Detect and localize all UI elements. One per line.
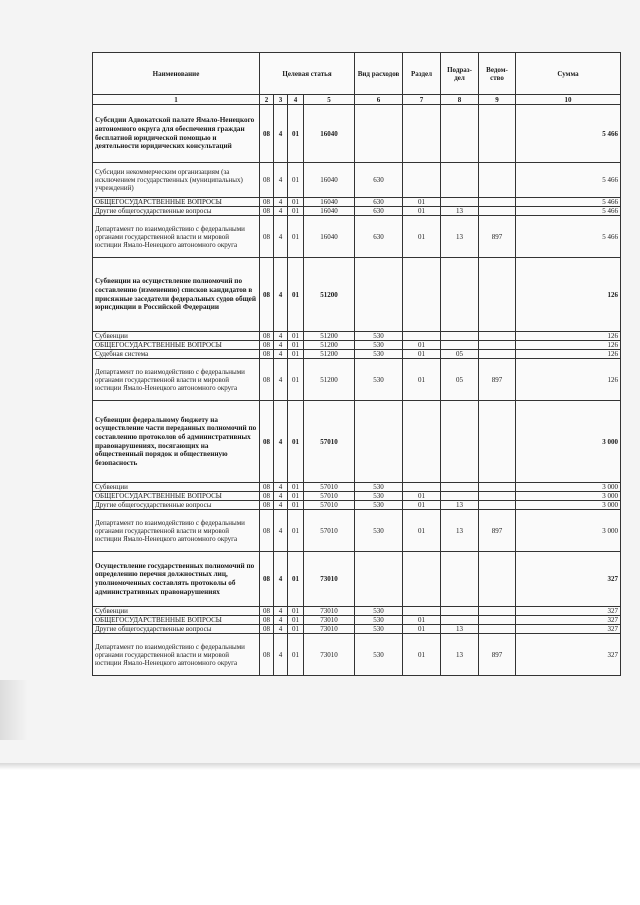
- cell-article-direction: 01: [288, 401, 304, 483]
- cell-name: ОБЩЕГОСУДАРСТВЕННЫЕ ВОПРОСЫ: [93, 198, 260, 207]
- cell-department: 897: [479, 634, 516, 676]
- cell-name: Субсидии Адвокатской палате Ямало-Ненецкого автономного округа для обеспечения граждан бесплатной юридической помощью и деятельности юридических консультаций: [93, 105, 260, 163]
- cell-expense-type: 530: [355, 625, 403, 634]
- cell-section: [403, 552, 441, 607]
- cell-section: 01: [403, 216, 441, 258]
- cell-article-program: 08: [260, 625, 274, 634]
- cell-subsection: [441, 552, 479, 607]
- cell-department: [479, 350, 516, 359]
- cell-section: 01: [403, 198, 441, 207]
- cell-article-direction: 01: [288, 350, 304, 359]
- cell-subsection: 13: [441, 510, 479, 552]
- cell-article-subprogram: 4: [274, 492, 288, 501]
- cell-expense-type: 530: [355, 483, 403, 492]
- cell-article-program: 08: [260, 607, 274, 616]
- cell-article-direction: 01: [288, 105, 304, 163]
- cell-article-program: 08: [260, 616, 274, 625]
- cell-expense-type: 530: [355, 501, 403, 510]
- cell-section: 01: [403, 625, 441, 634]
- cell-article-code: 51200: [304, 341, 355, 350]
- cell-article-code: 16040: [304, 105, 355, 163]
- cell-article-program: 08: [260, 341, 274, 350]
- cell-department: [479, 607, 516, 616]
- cell-expense-type: 630: [355, 198, 403, 207]
- cell-expense-type: 630: [355, 163, 403, 198]
- cell-article-code: 73010: [304, 634, 355, 676]
- cell-article-subprogram: 4: [274, 341, 288, 350]
- cell-article-subprogram: 4: [274, 207, 288, 216]
- cell-department: [479, 258, 516, 332]
- cell-article-subprogram: 4: [274, 501, 288, 510]
- cell-article-direction: 01: [288, 616, 304, 625]
- table-row: [93, 634, 621, 676]
- cell-article-subprogram: 4: [274, 359, 288, 401]
- cell-amount: 327: [516, 625, 621, 634]
- column-number: 8: [441, 95, 479, 105]
- cell-amount: 5 466: [516, 105, 621, 163]
- cell-article-subprogram: 4: [274, 625, 288, 634]
- cell-department: [479, 492, 516, 501]
- cell-section: 01: [403, 207, 441, 216]
- cell-department: [479, 552, 516, 607]
- cell-amount: 327: [516, 634, 621, 676]
- header-subsection: Подраз-дел: [441, 53, 479, 95]
- cell-article-program: 08: [260, 483, 274, 492]
- table-row: [93, 359, 621, 401]
- cell-section: 01: [403, 359, 441, 401]
- cell-article-code: 16040: [304, 216, 355, 258]
- cell-article-subprogram: 4: [274, 510, 288, 552]
- cell-subsection: 13: [441, 501, 479, 510]
- cell-name: Другие общегосударственные вопросы: [93, 625, 260, 634]
- cell-section: [403, 163, 441, 198]
- cell-article-code: 73010: [304, 607, 355, 616]
- cell-subsection: 05: [441, 359, 479, 401]
- cell-article-subprogram: 4: [274, 483, 288, 492]
- cell-article-subprogram: 4: [274, 198, 288, 207]
- cell-name: ОБЩЕГОСУДАРСТВЕННЫЕ ВОПРОСЫ: [93, 341, 260, 350]
- cell-article-code: 73010: [304, 616, 355, 625]
- cell-article-direction: 01: [288, 359, 304, 401]
- cell-amount: 327: [516, 552, 621, 607]
- cell-article-program: 08: [260, 163, 274, 198]
- cell-amount: 3 000: [516, 492, 621, 501]
- cell-name: Другие общегосударственные вопросы: [93, 207, 260, 216]
- cell-name: ОБЩЕГОСУДАРСТВЕННЫЕ ВОПРОСЫ: [93, 616, 260, 625]
- cell-name: Субвенции: [93, 483, 260, 492]
- table-row: [93, 625, 621, 634]
- budget-table: [92, 52, 621, 676]
- header-target-article: Целевая статья: [260, 53, 355, 95]
- header-department: Ведом-ство: [479, 53, 516, 95]
- cell-article-code: 51200: [304, 258, 355, 332]
- cell-article-program: 08: [260, 216, 274, 258]
- cell-amount: 5 466: [516, 198, 621, 207]
- cell-section: [403, 401, 441, 483]
- cell-article-code: 16040: [304, 207, 355, 216]
- cell-subsection: [441, 332, 479, 341]
- cell-article-code: 57010: [304, 483, 355, 492]
- cell-article-direction: 01: [288, 483, 304, 492]
- cell-article-program: 08: [260, 332, 274, 341]
- cell-name: Субсидии некоммерческим организациям (за исключением государственных (муниципальных) учреждений): [93, 163, 260, 198]
- cell-name: ОБЩЕГОСУДАРСТВЕННЫЕ ВОПРОСЫ: [93, 492, 260, 501]
- cell-name: Субвенции: [93, 607, 260, 616]
- cell-article-program: 08: [260, 105, 274, 163]
- cell-article-direction: 01: [288, 332, 304, 341]
- cell-article-code: 51200: [304, 350, 355, 359]
- cell-amount: 126: [516, 332, 621, 341]
- cell-expense-type: 530: [355, 359, 403, 401]
- cell-department: [479, 341, 516, 350]
- cell-amount: 126: [516, 341, 621, 350]
- cell-subsection: 13: [441, 634, 479, 676]
- cell-expense-type: 630: [355, 207, 403, 216]
- cell-expense-type: [355, 258, 403, 332]
- cell-department: [479, 501, 516, 510]
- header-expense-type: Вид расходов: [355, 53, 403, 95]
- cell-amount: 5 466: [516, 163, 621, 198]
- table-row: [93, 207, 621, 216]
- cell-amount: 126: [516, 350, 621, 359]
- cell-article-code: 51200: [304, 359, 355, 401]
- cell-department: [479, 207, 516, 216]
- cell-amount: 327: [516, 607, 621, 616]
- cell-article-code: 57010: [304, 492, 355, 501]
- cell-expense-type: 530: [355, 607, 403, 616]
- cell-department: 897: [479, 510, 516, 552]
- scan-shadow: [0, 680, 28, 740]
- cell-department: 897: [479, 216, 516, 258]
- cell-article-program: 08: [260, 359, 274, 401]
- cell-amount: 3 000: [516, 510, 621, 552]
- cell-article-code: 57010: [304, 401, 355, 483]
- cell-article-code: 16040: [304, 198, 355, 207]
- cell-article-program: 08: [260, 401, 274, 483]
- cell-article-direction: 01: [288, 552, 304, 607]
- cell-article-program: 08: [260, 634, 274, 676]
- cell-article-subprogram: 4: [274, 607, 288, 616]
- cell-article-program: 08: [260, 207, 274, 216]
- cell-name: Субвенции на осуществление полномочий по составлению (изменению) списков кандидатов в присяжные заседатели федеральных судов общей юрисдикции в Российской Федерации: [93, 258, 260, 332]
- cell-section: [403, 607, 441, 616]
- cell-article-program: 08: [260, 258, 274, 332]
- cell-section: 01: [403, 492, 441, 501]
- cell-article-direction: 01: [288, 625, 304, 634]
- column-number: 10: [516, 95, 621, 105]
- cell-section: 01: [403, 616, 441, 625]
- column-number: 2: [260, 95, 274, 105]
- cell-department: [479, 625, 516, 634]
- column-number: 1: [93, 95, 260, 105]
- cell-article-direction: 01: [288, 198, 304, 207]
- column-number: 3: [274, 95, 288, 105]
- cell-article-direction: 01: [288, 341, 304, 350]
- column-number: 6: [355, 95, 403, 105]
- cell-expense-type: 530: [355, 634, 403, 676]
- table-row: [93, 332, 621, 341]
- cell-department: [479, 483, 516, 492]
- header-row: [93, 53, 621, 95]
- cell-subsection: 13: [441, 216, 479, 258]
- cell-article-code: 57010: [304, 510, 355, 552]
- cell-section: 01: [403, 501, 441, 510]
- cell-subsection: [441, 198, 479, 207]
- cell-section: [403, 258, 441, 332]
- cell-expense-type: [355, 552, 403, 607]
- cell-expense-type: 630: [355, 216, 403, 258]
- cell-section: 01: [403, 510, 441, 552]
- cell-section: 01: [403, 634, 441, 676]
- cell-department: [479, 163, 516, 198]
- table-row: [93, 492, 621, 501]
- cell-subsection: [441, 163, 479, 198]
- cell-expense-type: 530: [355, 332, 403, 341]
- cell-section: [403, 105, 441, 163]
- cell-article-program: 08: [260, 198, 274, 207]
- cell-article-subprogram: 4: [274, 350, 288, 359]
- cell-article-direction: 01: [288, 510, 304, 552]
- cell-department: [479, 198, 516, 207]
- cell-subsection: [441, 258, 479, 332]
- column-number: 9: [479, 95, 516, 105]
- cell-subsection: [441, 492, 479, 501]
- cell-expense-type: 530: [355, 616, 403, 625]
- cell-department: [479, 616, 516, 625]
- table-row-target-item: [93, 552, 621, 607]
- cell-department: 897: [479, 359, 516, 401]
- header-amount: Сумма: [516, 53, 621, 95]
- table-row-target-item: [93, 401, 621, 483]
- cell-subsection: 05: [441, 350, 479, 359]
- column-number: 5: [304, 95, 355, 105]
- cell-subsection: [441, 105, 479, 163]
- cell-subsection: 13: [441, 207, 479, 216]
- cell-article-subprogram: 4: [274, 163, 288, 198]
- cell-name: Осуществление государственных полномочий по определению перечня должностных лиц, уполномоченных составлять протоколы об административных правонарушениях: [93, 552, 260, 607]
- cell-article-direction: 01: [288, 258, 304, 332]
- table-row: [93, 198, 621, 207]
- cell-amount: 3 000: [516, 401, 621, 483]
- cell-amount: 126: [516, 359, 621, 401]
- cell-article-program: 08: [260, 492, 274, 501]
- cell-article-direction: 01: [288, 634, 304, 676]
- cell-article-subprogram: 4: [274, 105, 288, 163]
- cell-article-direction: 01: [288, 607, 304, 616]
- cell-expense-type: [355, 401, 403, 483]
- cell-article-code: 51200: [304, 332, 355, 341]
- cell-amount: 3 000: [516, 483, 621, 492]
- cell-department: [479, 332, 516, 341]
- cell-subsection: [441, 483, 479, 492]
- cell-article-subprogram: 4: [274, 216, 288, 258]
- cell-name: Субвенции: [93, 332, 260, 341]
- cell-article-program: 08: [260, 350, 274, 359]
- cell-amount: 3 000: [516, 501, 621, 510]
- cell-article-direction: 01: [288, 492, 304, 501]
- table-row: [93, 341, 621, 350]
- header-section: Раздел: [403, 53, 441, 95]
- header-name: Наименование: [93, 53, 260, 95]
- cell-section: 01: [403, 350, 441, 359]
- cell-subsection: 13: [441, 625, 479, 634]
- table-row-target-item: [93, 105, 621, 163]
- table-row: [93, 607, 621, 616]
- cell-article-code: 73010: [304, 625, 355, 634]
- cell-subsection: [441, 341, 479, 350]
- table-row: [93, 163, 621, 198]
- cell-department: [479, 105, 516, 163]
- cell-expense-type: [355, 105, 403, 163]
- cell-name: Другие общегосударственные вопросы: [93, 501, 260, 510]
- table-row: [93, 216, 621, 258]
- column-number: 4: [288, 95, 304, 105]
- cell-article-code: 57010: [304, 501, 355, 510]
- table-row: [93, 350, 621, 359]
- cell-article-subprogram: 4: [274, 634, 288, 676]
- cell-article-direction: 01: [288, 163, 304, 198]
- cell-subsection: [441, 616, 479, 625]
- cell-name: Субвенции федеральному бюджету на осуществление части переданных полномочий по составлению протоколов об административных правонарушениях, посягающих на общественный порядок и общественную безопасность: [93, 401, 260, 483]
- cell-amount: 5 466: [516, 216, 621, 258]
- cell-section: 01: [403, 341, 441, 350]
- cell-article-subprogram: 4: [274, 616, 288, 625]
- cell-article-code: 73010: [304, 552, 355, 607]
- page-bottom-edge: [0, 763, 640, 770]
- cell-name: Департамент по взаимодействию с федеральными органами государственной власти и мировой юстиции Ямало-Ненецкого автономного округа: [93, 359, 260, 401]
- table-row: [93, 510, 621, 552]
- table-row: [93, 501, 621, 510]
- cell-article-program: 08: [260, 501, 274, 510]
- cell-subsection: [441, 607, 479, 616]
- cell-article-direction: 01: [288, 216, 304, 258]
- cell-section: [403, 483, 441, 492]
- cell-expense-type: 530: [355, 350, 403, 359]
- cell-amount: 126: [516, 258, 621, 332]
- cell-article-subprogram: 4: [274, 401, 288, 483]
- table-row: [93, 616, 621, 625]
- table-row-target-item: [93, 258, 621, 332]
- cell-article-code: 16040: [304, 163, 355, 198]
- cell-name: Департамент по взаимодействию с федеральными органами государственной власти и мировой юстиции Ямало-Ненецкого автономного округа: [93, 634, 260, 676]
- cell-subsection: [441, 401, 479, 483]
- cell-article-direction: 01: [288, 207, 304, 216]
- column-number-row: [93, 95, 621, 105]
- cell-name: Судебная система: [93, 350, 260, 359]
- cell-department: [479, 401, 516, 483]
- cell-article-program: 08: [260, 552, 274, 607]
- cell-article-program: 08: [260, 510, 274, 552]
- cell-name: Департамент по взаимодействию с федеральными органами государственной власти и мировой юстиции Ямало-Ненецкого автономного округа: [93, 216, 260, 258]
- cell-expense-type: 530: [355, 341, 403, 350]
- cell-amount: 327: [516, 616, 621, 625]
- cell-name: Департамент по взаимодействию с федеральными органами государственной власти и мировой юстиции Ямало-Ненецкого автономного округа: [93, 510, 260, 552]
- column-number: 7: [403, 95, 441, 105]
- cell-article-direction: 01: [288, 501, 304, 510]
- table-row: [93, 483, 621, 492]
- cell-expense-type: 530: [355, 492, 403, 501]
- cell-article-subprogram: 4: [274, 552, 288, 607]
- cell-section: [403, 332, 441, 341]
- cell-expense-type: 530: [355, 510, 403, 552]
- table-body: [93, 105, 621, 676]
- cell-article-subprogram: 4: [274, 332, 288, 341]
- cell-article-subprogram: 4: [274, 258, 288, 332]
- cell-amount: 5 466: [516, 207, 621, 216]
